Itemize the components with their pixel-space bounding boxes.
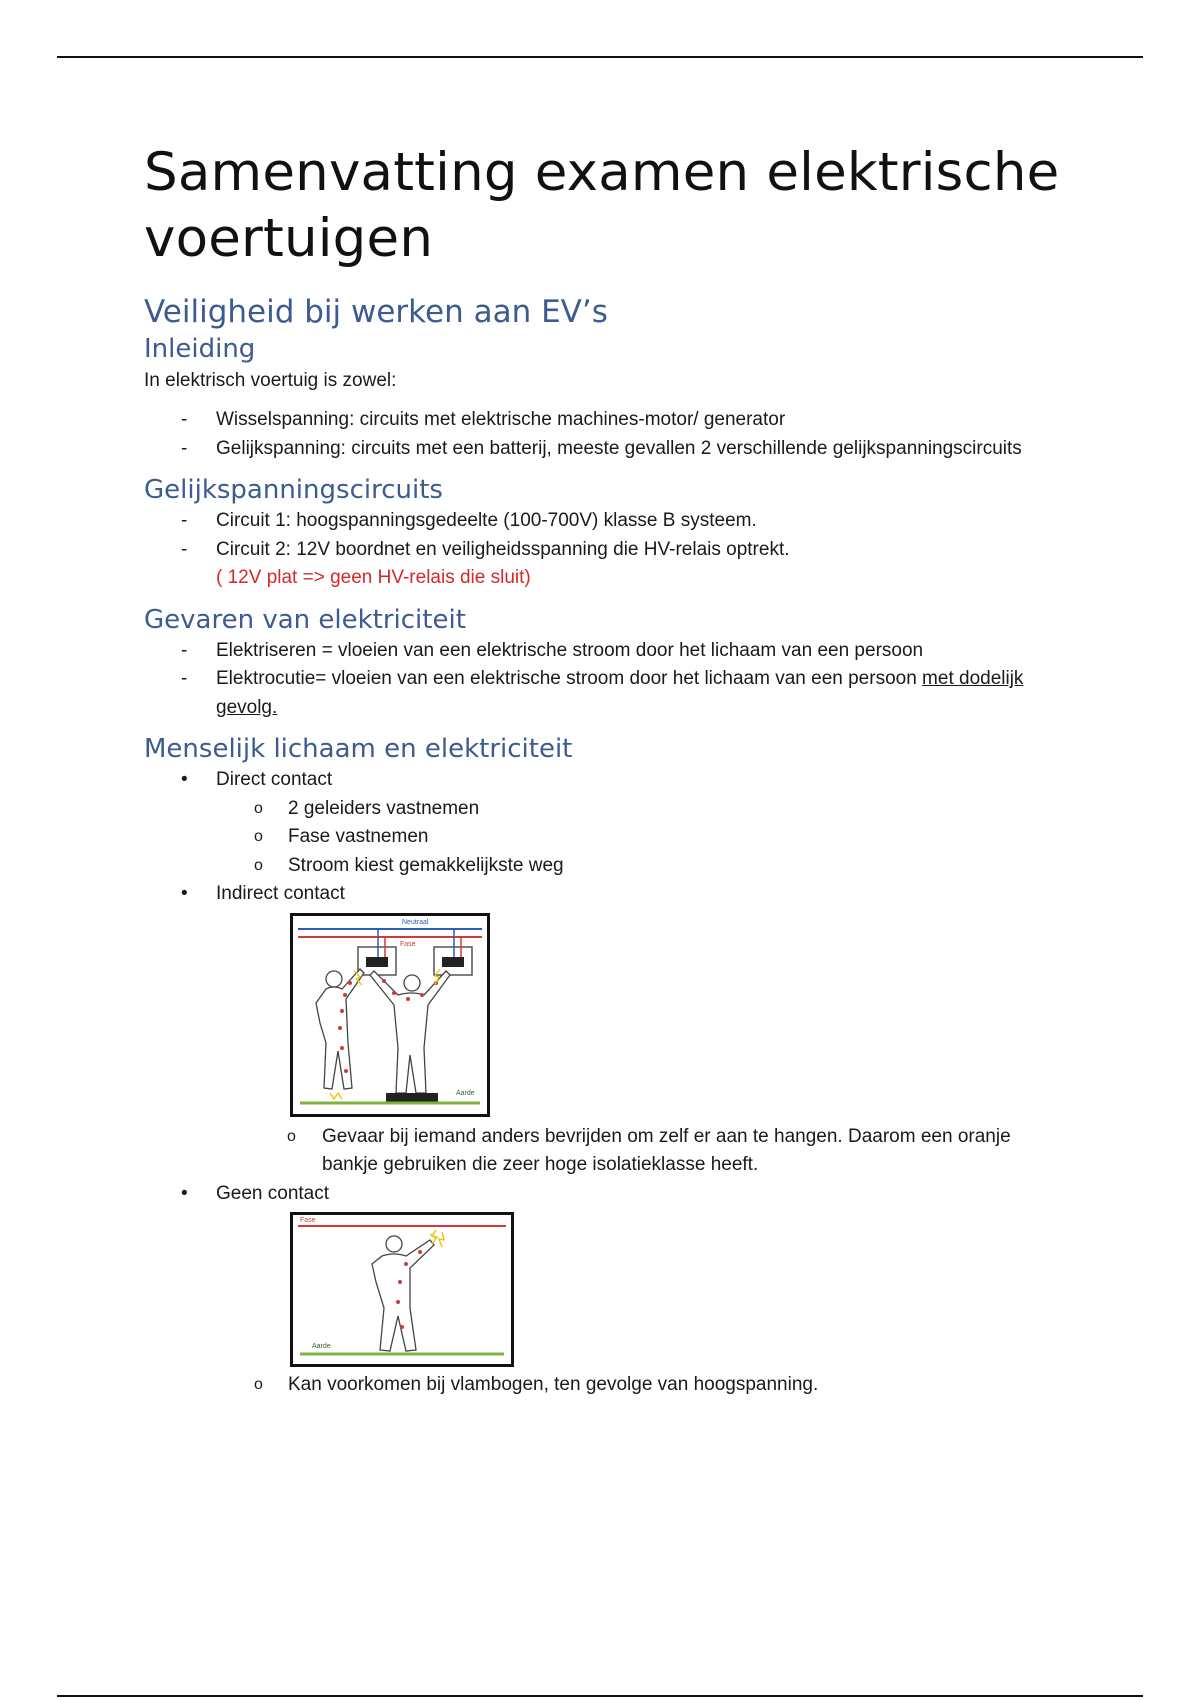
inleiding-intro: In elektrisch voertuig is zowel: xyxy=(144,370,397,391)
neutral-label: Neutraal xyxy=(402,918,429,926)
gelijkspanning-list xyxy=(144,507,1064,593)
list-item: o Fase vastnemen xyxy=(254,826,429,847)
indirect-notes xyxy=(144,1123,1064,1209)
no-contact-illustration xyxy=(290,1212,514,1367)
indirect-contact-illustration xyxy=(290,913,490,1117)
underlined-text: met dodelijk gevolg. xyxy=(216,668,1024,718)
list-item: - Circuit 1: hoogspanningsgedeelte (100-700V) klasse B systeem. xyxy=(181,510,757,531)
subheading-menselijk: Menselijk lichaam en elektriciteit xyxy=(144,734,573,764)
list-item: o Gevaar bij iemand anders bevrijden om zelf er aan te hangen. Daarom een oranje bankje gebruiken die zeer hoge isolatieklasse heeft. xyxy=(287,1125,1011,1175)
list-item: o Stroom kiest gemakkelijkste weg xyxy=(254,854,564,876)
insulating-mat xyxy=(386,1093,438,1102)
list-item: - Gelijkspanning: circuits met een batterij, meeste gevallen 2 verschillende gelijkspanningscircuits xyxy=(181,437,1022,459)
device-right xyxy=(442,957,464,967)
list-item: o 2 geleiders vastnemen xyxy=(254,797,480,819)
list-item: • Geen contact xyxy=(181,1182,330,1204)
earth-label: Aarde xyxy=(456,1089,475,1097)
footer-rule xyxy=(57,1695,1143,1697)
menselijk-list xyxy=(144,766,1064,909)
subheading-inleiding: Inleiding xyxy=(144,334,256,364)
subheading-gelijkspanning: Gelijkspanningscircuits xyxy=(144,475,443,505)
list-item: • Direct contact xyxy=(181,769,333,790)
document-body xyxy=(144,140,1064,1400)
list-item: - Elektriseren = vloeien van een elektrische stroom door het lichaam van een persoon xyxy=(181,639,924,661)
phase-label: Fase xyxy=(300,1217,316,1224)
section-heading-safety: Veiligheid bij werken aan EV’s xyxy=(144,294,608,330)
device-left xyxy=(366,957,388,967)
inleiding-list xyxy=(144,406,1064,463)
header-rule xyxy=(57,56,1143,58)
list-item: - Wisselspanning: circuits met elektrische machines-motor/ generator xyxy=(181,409,786,430)
subheading-gevaren: Gevaren van elektriciteit xyxy=(144,604,466,635)
phase-label: Fase xyxy=(400,940,416,948)
list-item: - Circuit 2: 12V boordnet en veiligheidsspanning die HV-relais optrekt. ( 12V plat => geen HV-relais die sluit) xyxy=(144,536,1064,593)
list-item: o Kan voorkomen bij vlambogen, ten gevolge van hoogspanning. xyxy=(254,1374,819,1395)
geen-notes xyxy=(144,1371,1064,1400)
list-item: - Elektrocutie= vloeien van een elektrische stroom door het lichaam van een persoon met dodelijk gevolg. xyxy=(181,668,1024,718)
earth-label: Aarde xyxy=(312,1343,331,1350)
page-title: Samenvatting examen elektrische voertuigen xyxy=(144,142,1060,269)
gevaren-list xyxy=(144,637,1064,723)
list-item: • Indirect contact xyxy=(181,883,345,904)
warning-note: ( 12V plat => geen HV-relais die sluit) xyxy=(216,567,531,588)
